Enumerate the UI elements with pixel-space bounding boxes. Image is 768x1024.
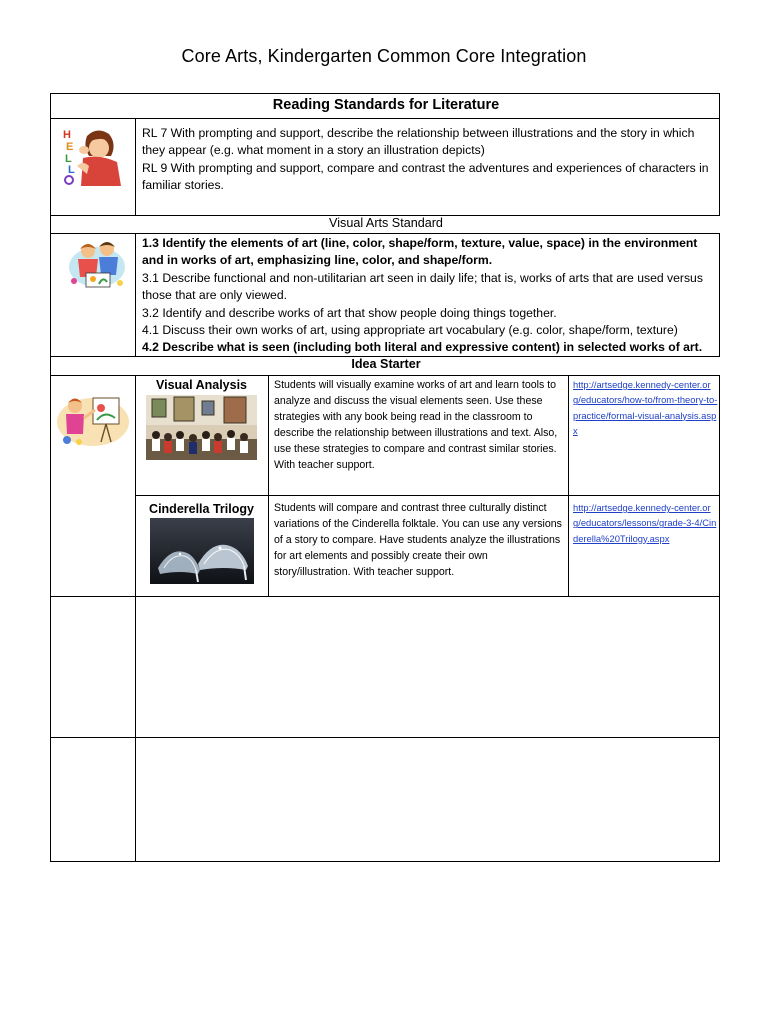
visual-arts-standard-3-2: 3.2 Identify and describe works of art that show people doing things together. bbox=[142, 305, 557, 320]
empty-row-2 bbox=[136, 738, 720, 862]
empty-row-1 bbox=[136, 597, 720, 737]
visual-arts-standard-4-2: 4.2 Describe what is seen (including both literal and expressive content) in selected works of art. bbox=[142, 340, 703, 355]
visual-arts-standard-3-1: 3.1 Describe functional and non-utilitarian art seen in daily life; that is, works of arts that are used versus those that are only viewed. bbox=[142, 270, 703, 303]
divider bbox=[51, 233, 719, 234]
visual-arts-standard-1-3: 1.3 Identify the elements of art (line, color, shape/form, texture, value, space) in the environment and in works of art, emphasizing line, color, and shape/form. bbox=[142, 236, 698, 268]
painting-children-clipart-icon bbox=[55, 390, 131, 448]
divider bbox=[51, 375, 719, 376]
glass-slippers-photo bbox=[150, 518, 254, 584]
reading-standard-rl9: RL 9 With prompting and support, compare and contrast the adventures and experiences of characters in familiar stories. bbox=[142, 160, 709, 193]
idea-cinderella-trilogy-label: Cinderella Trilogy bbox=[149, 502, 254, 516]
hello-girl-clipart-icon bbox=[59, 126, 129, 186]
idea-row-divider bbox=[135, 495, 719, 496]
reading-standards-text bbox=[142, 125, 712, 195]
svg-text:H: H bbox=[63, 129, 71, 141]
svg-text:E: E bbox=[66, 141, 74, 153]
standards-table bbox=[50, 93, 720, 862]
idea-cinderella-trilogy-description: Students will compare and contrast three culturally distinct variations of the Cinderella folktale. You can use any versions of a story to compare. Have students analyze the illustrations for art elements and possibly create their own story/illustration. With teacher support. bbox=[274, 502, 562, 578]
idea-starter-heading: Idea Starter bbox=[351, 357, 421, 371]
visual-arts-standard-4-1: 4.1 Discuss their own works of art, using appropriate art vocabulary (e.g. color, shape/form, texture) bbox=[142, 323, 678, 338]
reading-standard-rl7: RL 7 With prompting and support, describe the relationship between illustrations and the story in which they appear (e.g. what moment in a story an illustration depicts) bbox=[142, 126, 695, 158]
idea-visual-analysis-label: Visual Analysis bbox=[155, 378, 248, 392]
idea-column-divider bbox=[268, 375, 269, 596]
idea-visual-analysis-description: Students will visually examine works of art and learn tools to analyze and discuss the visual elements seen. Use these strategies with any book being read in the classroom to describe the relationship between illustrations and text. Also, use these strategies to compare and contrast similar stories. With teacher support. bbox=[274, 379, 558, 471]
idea-column-divider bbox=[568, 375, 569, 596]
idea-cinderella-trilogy-link[interactable]: http://artsedge.kennedy-center.org/educators/lessons/grade-3-4/Cinderella%20Trilogy.aspx bbox=[573, 502, 717, 544]
visual-arts-standards-text bbox=[142, 235, 712, 357]
page-title: Core Arts, Kindergarten Common Core Integration bbox=[181, 46, 587, 66]
svg-text:L: L bbox=[65, 153, 72, 165]
svg-text:L: L bbox=[68, 164, 75, 176]
idea-visual-analysis-link[interactable]: http://artsedge.kennedy-center.org/educators/how-to/from-theory-to-practice/formal-visual-analysis.aspx bbox=[573, 379, 718, 436]
divider bbox=[51, 118, 719, 119]
museum-gallery-photo bbox=[146, 395, 257, 460]
visual-arts-heading: Visual Arts Standard bbox=[329, 216, 443, 230]
reading-standards-heading: Reading Standards for Literature bbox=[272, 97, 500, 113]
children-art-clipart-icon bbox=[66, 237, 128, 292]
